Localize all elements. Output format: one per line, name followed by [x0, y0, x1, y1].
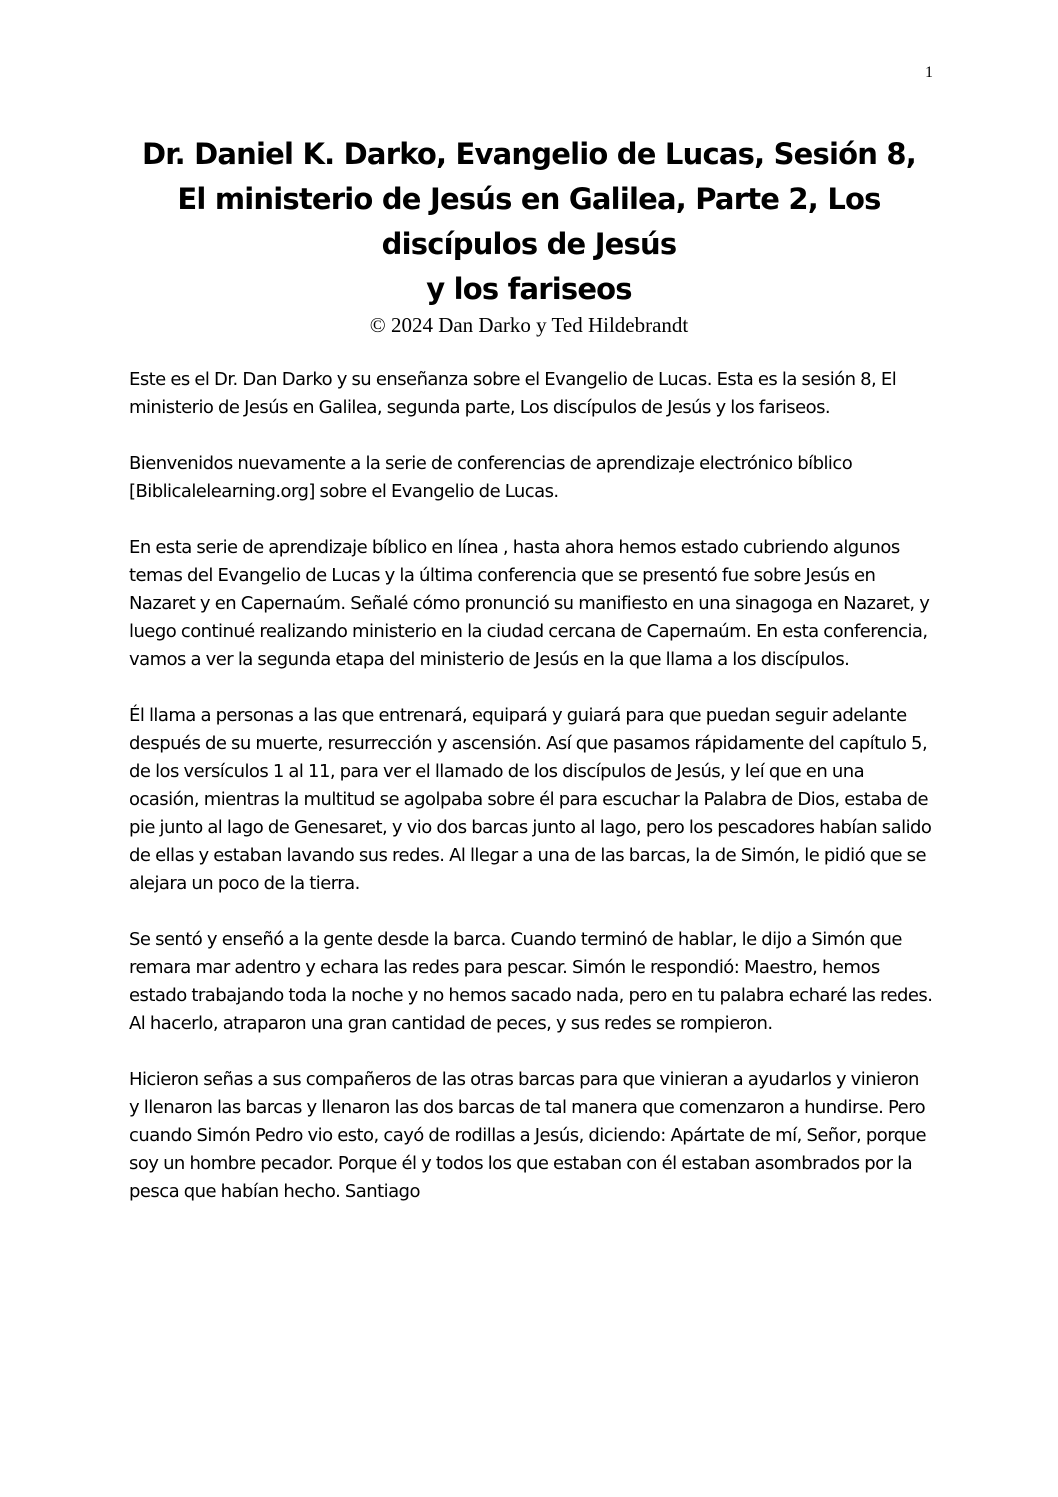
- paragraph: Hicieron señas a sus compañeros de las otras barcas para que vinieran a ayudarlos y vinieron y llenaron las barcas y llenaron las dos barcas de tal manera que comenzaron a hundirse. Pero cuando Simón Pedro vio esto, cayó de rodillas a Jesús, diciendo: Apártate de mí, Señor, porque soy un hombre pecador. Porque él y todos los que estaban con él estaban asombrados por la pesca que habían hecho. Santiago: [129, 1069, 927, 1202]
- document-body: [129, 366, 933, 1234]
- title-block: [100, 132, 958, 338]
- paragraph: En esta serie de aprendizaje bíblico en línea , hasta ahora hemos estado cubriendo algunos temas del Evangelio de Lucas y la última conferencia que se presentó fue sobre Jesús en Nazaret y en Capernaúm. Señalé cómo pronunció su manifiesto en una sinagoga en Nazaret, y luego continué realizando ministerio en la ciudad cercana de Capernaúm. En esta conferencia, vamos a ver la segunda etapa del ministerio de Jesús en la que llama a los discípulos.: [129, 537, 930, 670]
- title-line: discípulos de Jesús: [381, 227, 677, 261]
- page-number: 1: [925, 64, 933, 81]
- paragraph: Bienvenidos nuevamente a la serie de conferencias de aprendizaje electrónico bíblico [Biblicalelearning.org] sobre el Evangelio de Lucas.: [129, 453, 853, 502]
- paragraph: Se sentó y enseñó a la gente desde la barca. Cuando terminó de hablar, le dijo a Simón que remara mar adentro y echara las redes para pescar. Simón le respondió: Maestro, hemos estado trabajando toda la noche y no hemos sacado nada, pero en tu palabra echaré las redes. Al hacerlo, atraparon una gran cantidad de peces, y sus redes se rompieron.: [129, 929, 933, 1034]
- title-line: Dr. Daniel K. Darko, Evangelio de Lucas, Sesión 8,: [141, 137, 916, 171]
- title-line: El ministerio de Jesús en Galilea, Parte 2, Los: [177, 182, 881, 216]
- paragraph: Él llama a personas a las que entrenará, equipará y guiará para que puedan seguir adelante después de su muerte, resurrección y ascensión. Así que pasamos rápidamente del capítulo 5, de los versículos 1 al 11, para ver el llamado de los discípulos de Jesús, y leí que en una ocasión, mientras la multitud se agolpaba sobre él para escuchar la Palabra de Dios, estaba de pie junto al lago de Genesaret, y vio dos barcas junto al lago, pero los pescadores habían salido de ellas y estaban lavando sus redes. Al llegar a una de las barcas, la de Simón, le pidió que se alejara un poco de la tierra.: [129, 705, 932, 894]
- copyright-line: © 2024 Dan Darko y Ted Hildebrandt: [369, 313, 689, 337]
- document-title: [100, 132, 958, 312]
- title-line: y los fariseos: [426, 272, 632, 306]
- paragraph: Este es el Dr. Dan Darko y su enseñanza sobre el Evangelio de Lucas. Esta es la sesión 8, El ministerio de Jesús en Galilea, segunda parte, Los discípulos de Jesús y los fariseos.: [129, 369, 897, 418]
